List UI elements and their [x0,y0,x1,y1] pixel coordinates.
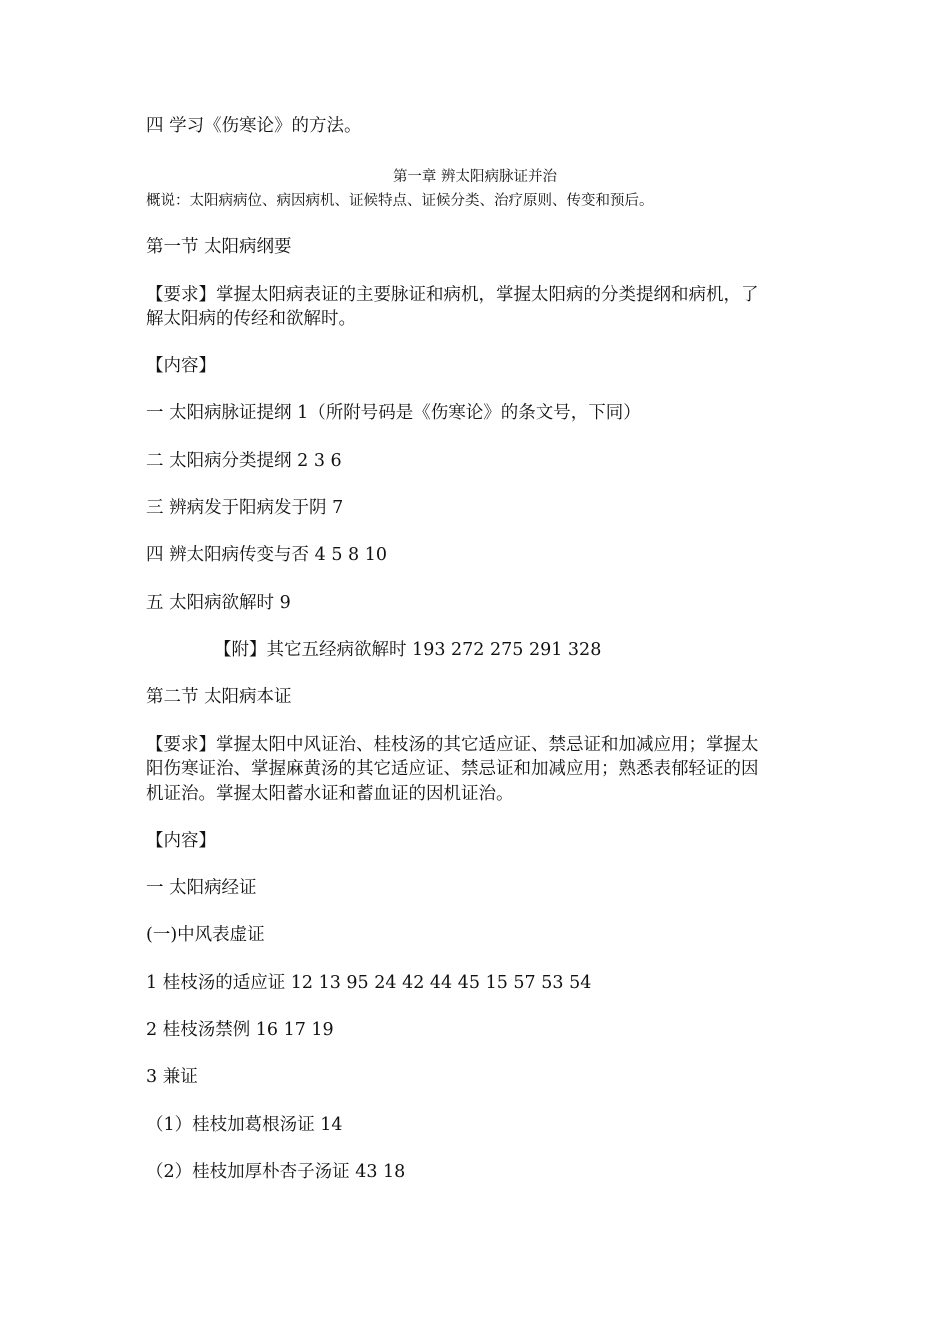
requirement-text: 解太阳病的传经和欲解时。 [146,309,356,329]
list-item: 五 太阳病欲解时 9 [146,593,291,613]
requirement-text: 【要求】掌握太阳病表证的主要脉证和病机，掌握太阳病的分类提纲和病机，了 [146,285,759,305]
requirement-text: 机证治。掌握太阳蓄水证和蓄血证的因机证治。 [146,784,514,804]
list-item: 3 兼证 [146,1067,198,1087]
list-item: 四 辨太阳病传变与否 4 5 8 10 [146,545,387,565]
overview-text: 概说：太阳病病位、病因病机、证候特点、证候分类、治疗原则、传变和预后。 [146,193,654,209]
chapter-title: 第一章 辨太阳病脉证并治 [392,169,558,185]
list-item: (一)中风表虚证 [146,925,265,945]
list-item: 二 太阳病分类提纲 2 3 6 [146,451,342,471]
list-item: 一 太阳病经证 [146,878,257,898]
section-title: 第二节 太阳病本证 [146,687,292,707]
list-item: （1）桂枝加葛根汤证 14 [146,1115,343,1135]
list-item: （2）桂枝加厚朴杏子汤证 43 18 [146,1162,406,1182]
section-heading: 四 学习《伤寒论》的方法。 [146,116,362,136]
list-item: 2 桂枝汤禁例 16 17 19 [146,1020,334,1040]
section-title: 第一节 太阳病纲要 [146,237,292,257]
appendix-item: 【附】其它五经病欲解时 193 272 275 291 328 [214,640,602,660]
list-item: 一 太阳病脉证提纲 1（所附号码是《伤寒论》的条文号，下同） [146,403,641,423]
list-item: 三 辨病发于阳病发于阴 7 [146,498,344,518]
list-item: 1 桂枝汤的适应证 12 13 95 24 42 44 45 15 57 53 54 [146,973,592,993]
content-heading: 【内容】 [146,356,216,376]
content-heading: 【内容】 [146,831,216,851]
requirement-text: 阳伤寒证治、掌握麻黄汤的其它适应证、禁忌证和加减应用；熟悉表郁轻证的因 [146,759,759,779]
requirement-text: 【要求】掌握太阳中风证治、桂枝汤的其它适应证、禁忌证和加减应用；掌握太 [146,735,759,755]
